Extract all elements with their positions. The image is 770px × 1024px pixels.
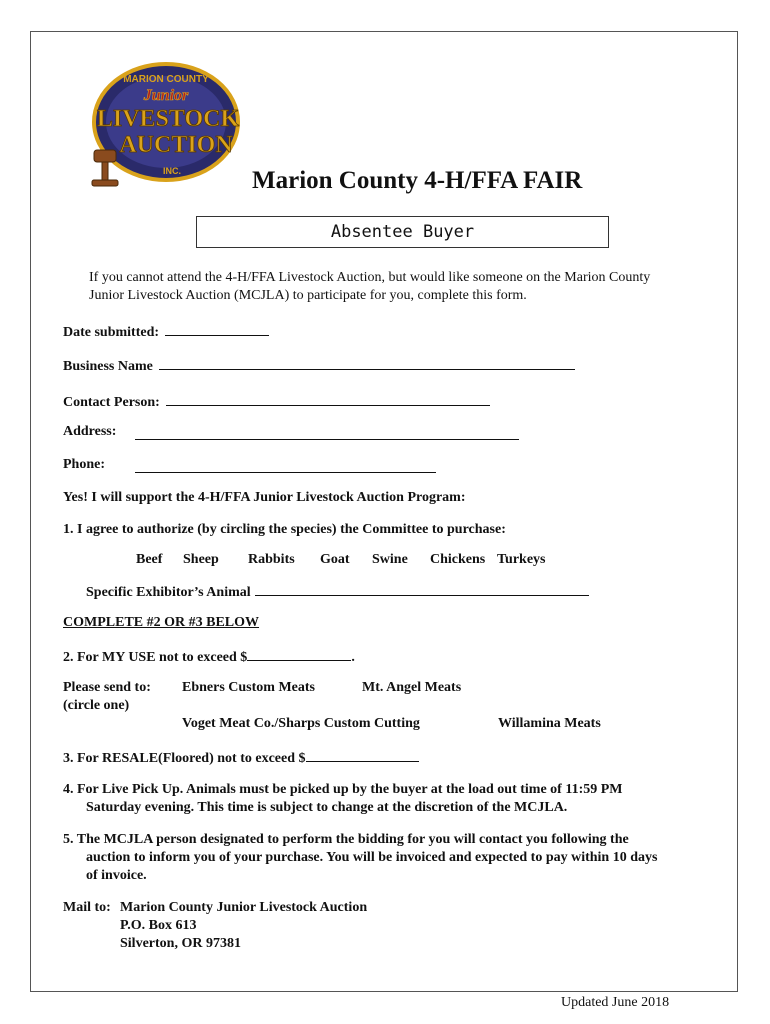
complete-note: COMPLETE #2 OR #3 BELOW [63, 615, 260, 630]
address-field[interactable] [135, 426, 519, 440]
svg-text:AUCTION: AUCTION [119, 132, 233, 158]
mail-to-line-3: Silverton, OR 97381 [120, 936, 241, 951]
species-goat[interactable]: Goat [320, 552, 350, 567]
mail-to-line-2: P.O. Box 613 [120, 918, 197, 933]
option-voget[interactable]: Voget Meat Co./Sharps Custom Cutting [182, 716, 420, 731]
item-3-amount-field[interactable] [306, 748, 419, 762]
species-rabbits[interactable]: Rabbits [248, 552, 295, 567]
contact-person-field[interactable] [166, 392, 490, 406]
date-submitted-row [63, 322, 269, 341]
option-ebners[interactable]: Ebners Custom Meats [182, 680, 315, 695]
gavel-icon [92, 150, 118, 186]
item-5-line-2: auction to inform you of your purchase. You will be invoiced and expected to pay within 10 days [86, 850, 658, 865]
item-3-label: 3. For RESALE(Floored) not to exceed $ [63, 751, 306, 766]
item-2-amount-field[interactable] [247, 647, 351, 661]
contact-person-label: Contact Person: [63, 395, 160, 410]
item-2-row [63, 647, 355, 666]
date-submitted-label: Date submitted: [63, 325, 160, 340]
address-label: Address: [63, 424, 117, 439]
specific-animal-field[interactable] [255, 582, 589, 596]
specific-animal-label: Specific Exhibitor’s Animal [86, 585, 251, 600]
date-submitted-field[interactable] [165, 322, 269, 336]
mail-to-line-1: Marion County Junior Livestock Auction [120, 900, 368, 915]
intro-line-2: Junior Livestock Auction (MCJLA) to participate for you, complete this form. [89, 288, 527, 303]
option-mt-angel[interactable]: Mt. Angel Meats [362, 680, 462, 695]
species-turkeys[interactable]: Turkeys [497, 552, 546, 567]
species-swine[interactable]: Swine [372, 552, 408, 567]
item-1: 1. I agree to authorize (by circling the species) the Committee to purchase: [63, 522, 506, 537]
item-2-label: 2. For MY USE not to exceed $ [63, 650, 248, 665]
mail-to-label: Mail to: [63, 900, 111, 915]
page-title: Marion County 4-H/FFA FAIR [252, 167, 583, 194]
updated-date: Updated June 2018 [561, 995, 670, 1010]
svg-text:MARION COUNTY: MARION COUNTY [123, 74, 209, 85]
form-name-box [196, 216, 609, 248]
support-statement: Yes! I will support the 4-H/FFA Junior Livestock Auction Program: [63, 490, 466, 505]
species-chickens[interactable]: Chickens [430, 552, 486, 567]
item-4-line-1: 4. For Live Pick Up. Animals must be picked up by the buyer at the load out time of 11:59 PM [63, 782, 623, 797]
specific-animal-row [86, 582, 589, 601]
intro-line-1: If you cannot attend the 4-H/FFA Livestock Auction, but would like someone on the Marion County [89, 270, 651, 285]
svg-text:Junior: Junior [143, 87, 189, 104]
please-send-label: Please send to: [63, 680, 151, 695]
item-2-suffix: . [351, 650, 355, 665]
circle-one-label: (circle one) [63, 698, 130, 713]
species-beef[interactable]: Beef [136, 552, 163, 567]
business-name-row [63, 356, 575, 375]
item-3-row [63, 748, 419, 767]
business-name-field[interactable] [159, 356, 575, 370]
option-willamina[interactable]: Willamina Meats [498, 716, 601, 731]
mcjla-logo [88, 58, 244, 190]
form-name: Absentee Buyer [330, 222, 475, 242]
species-sheep[interactable]: Sheep [183, 552, 219, 567]
svg-text:LIVESTOCK: LIVESTOCK [96, 106, 240, 132]
contact-person-row [63, 392, 490, 411]
phone-field[interactable] [135, 459, 436, 473]
item-4-line-2: Saturday evening. This time is subject to change at the discretion of the MCJLA. [86, 800, 568, 815]
item-5-line-3: of invoice. [86, 868, 147, 883]
svg-text:INC.: INC. [163, 166, 181, 176]
item-5-line-1: 5. The MCJLA person designated to perform the bidding for you will contact you following the [63, 832, 629, 847]
business-name-label: Business Name [63, 359, 153, 374]
phone-label: Phone: [63, 457, 105, 472]
